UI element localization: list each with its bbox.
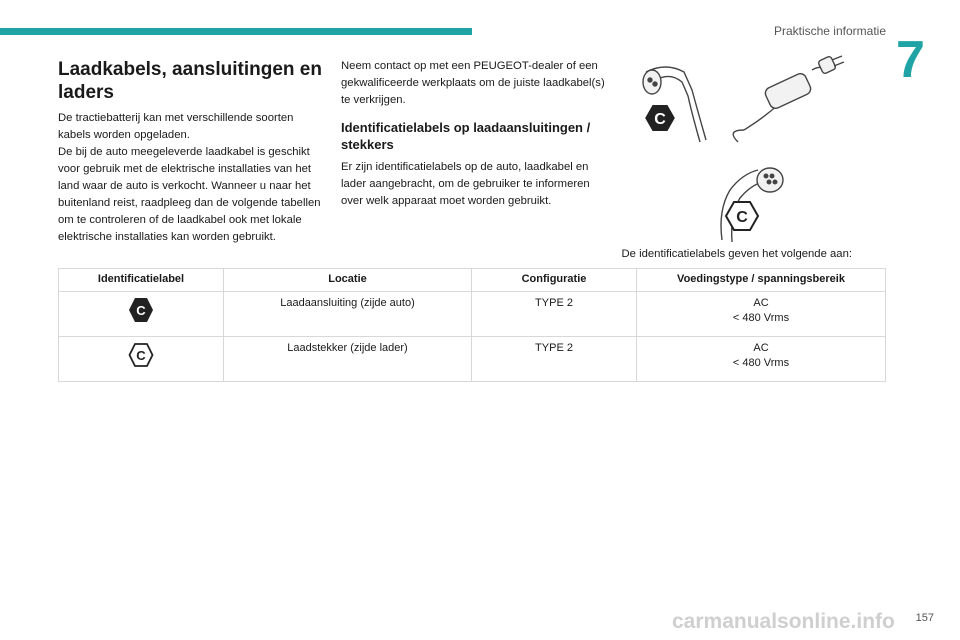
right-column xyxy=(341,58,613,210)
charging-connectors-illustration xyxy=(626,50,886,250)
label-letter-top: C xyxy=(654,111,666,128)
illustration-caption: De identificatielabels geven het volgende aan: xyxy=(621,248,852,260)
labels-subtitle: Identificatielabels op laadaansluitingen / stekkers xyxy=(341,120,591,152)
svg-text:C: C xyxy=(136,303,146,318)
header-configuration: Configuratie xyxy=(472,269,637,292)
configuration-cell: TYPE 2 xyxy=(472,337,637,382)
svg-text:C: C xyxy=(136,348,146,363)
location-cell: Laadstekker (zijde lader) xyxy=(224,337,472,382)
location-cell: Laadaansluiting (zijde auto) xyxy=(224,292,472,337)
label-letter-bottom: C xyxy=(736,209,748,226)
table-header-row xyxy=(59,269,886,292)
label-cell xyxy=(59,292,224,337)
table-row xyxy=(59,292,886,337)
power-cell: AC < 480 Vrms xyxy=(637,337,886,382)
chapter-number: 7 xyxy=(896,31,925,89)
label-c-outline-icon xyxy=(726,202,758,230)
section-title: Praktische informatie xyxy=(773,24,886,38)
configuration-cell: TYPE 2 xyxy=(472,292,637,337)
left-column xyxy=(58,58,324,246)
cable-paragraph: De bij de auto meegeleverde laadkabel is geschikt voor gebruik met de elektrische installaties van het land waar de auto is verkocht. Wanneer u naar het buitenland reist, raadpleeg dan de volgende tabellen om te controleren of de laadkabel ook met lokale elektrische installaties kan worden gebruikt. xyxy=(58,146,321,243)
labels-paragraph: Er zijn identificatielabels op de auto, laadkabel en lader aangebracht, om de gebruiker te informeren over welk apparaat moet worden gebruikt. xyxy=(341,161,590,207)
header-location: Locatie xyxy=(224,269,472,292)
header-accent-bar xyxy=(0,28,472,35)
label-c-outline-icon xyxy=(127,341,155,369)
vehicle-charging-cable-image xyxy=(643,56,844,142)
intro-paragraph: De tractiebatterij kan met verschillende soorten kabels worden opgeladen. xyxy=(58,112,294,141)
label-c-filled-icon xyxy=(127,296,155,324)
header-label: Identificatielabel xyxy=(59,269,224,292)
power-cell: AC < 480 Vrms xyxy=(637,292,886,337)
page-number: 157 xyxy=(915,612,934,624)
dealer-paragraph: Neem contact op met een PEUGEOT-dealer of een gekwalificeerde werkplaats om de juiste laadkabel(s) te verkrijgen. xyxy=(341,60,605,106)
header-power: Voedingstype / spanningsbereik xyxy=(637,269,886,292)
table-row xyxy=(59,337,886,382)
label-cell xyxy=(59,337,224,382)
identification-labels-table xyxy=(58,268,886,382)
page-title: Laadkabels, aansluitingen en laders xyxy=(58,59,322,103)
watermark: carmanualsonline.info xyxy=(672,610,895,633)
label-c-filled-icon xyxy=(644,104,676,132)
